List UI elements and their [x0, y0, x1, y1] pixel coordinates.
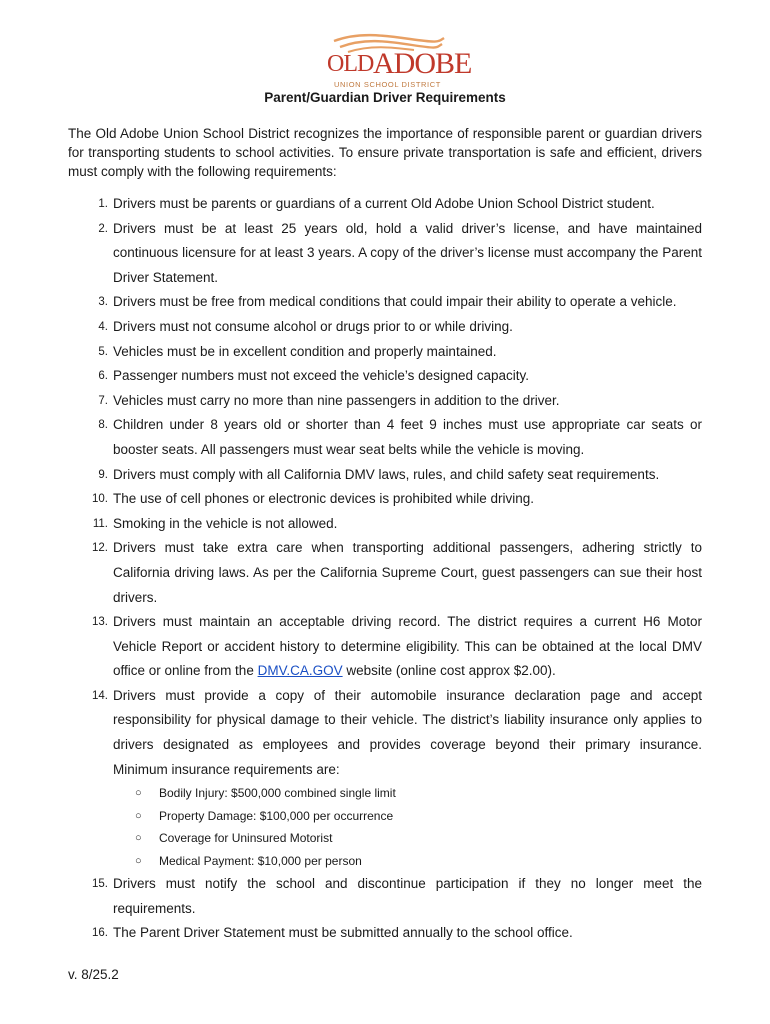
item-text: Drivers must be parents or guardians of a current Old Adobe Union School District student.: [113, 196, 655, 211]
list-item: [68, 921, 702, 946]
version-footer: v. 8/25.2: [68, 967, 119, 982]
item-number: 13.: [92, 616, 108, 629]
list-item: [68, 364, 702, 389]
item-number: 4.: [98, 320, 108, 333]
item-text: Drivers must not consume alcohol or drugs prior to or while driving.: [113, 318, 513, 334]
item-text: Drivers must comply with all California DMV laws, rules, and child safety seat requirements.: [113, 466, 660, 482]
item-number: 7.: [98, 394, 108, 407]
list-item: [68, 487, 702, 512]
logo-word-adobe: ADOBE: [373, 47, 472, 80]
list-item: [68, 192, 702, 217]
list-item: [68, 872, 702, 921]
list-item: [68, 684, 702, 872]
insurance-item-text: Medical Payment: $10,000 per person: [159, 853, 362, 868]
item-text: Drivers must take extra care when transporting additional passengers, adhering strictly to California driving laws. As per the California Supreme Court, guest passengers can sue their host drivers.: [113, 540, 702, 605]
insurance-requirements-list: [113, 782, 702, 872]
item-text: Drivers must provide a copy of their automobile insurance declaration page and accept responsibility for physical damage to their vehicle. The district’s liability insurance only applies to drivers designated as employees and provides coverage beyond their primary insurance. Minimum insurance requirements are:: [113, 687, 702, 777]
circle-bullet-icon: ○: [135, 832, 142, 845]
list-item: [68, 536, 702, 610]
insurance-item-text: Coverage for Uninsured Motorist: [159, 831, 333, 846]
list-item: [68, 463, 702, 488]
item-text: Smoking in the vehicle is not allowed.: [113, 515, 338, 531]
list-item: [68, 315, 702, 340]
requirements-list: [68, 192, 702, 946]
item-number: 15.: [92, 878, 108, 891]
item-number: 10.: [92, 493, 108, 506]
item-text: Vehicles must carry no more than nine passengers in addition to the driver.: [113, 392, 560, 408]
item-text: Drivers must be at least 25 years old, hold a valid driver’s license, and have maintained continuous licensure for at least 3 years. A copy of the driver’s license must accompany the Parent Driver Statement.: [113, 220, 702, 285]
insurance-item: [135, 850, 702, 873]
logo-word-old: OLD: [327, 51, 374, 77]
district-logo: [320, 32, 472, 92]
item-number: 3.: [98, 296, 108, 309]
insurance-item-text: Bodily Injury: $500,000 combined single limit: [159, 786, 396, 801]
item-text: Drivers must be free from medical conditions that could impair their ability to operate a vehicle.: [113, 294, 677, 310]
item-number: 9.: [98, 468, 108, 481]
item-number: 2.: [98, 222, 108, 235]
circle-bullet-icon: ○: [135, 787, 142, 800]
item-number: 12.: [92, 542, 108, 555]
insurance-item-text: Property Damage: $100,000 per occurrence: [159, 808, 394, 823]
item-text: website (online cost approx $2.00).: [342, 663, 556, 679]
item-text: Passenger numbers must not exceed the vehicle’s designed capacity.: [113, 368, 529, 384]
item-number: 8.: [98, 419, 108, 432]
item-text: The use of cell phones or electronic devices is prohibited while driving.: [113, 491, 534, 507]
list-item: [68, 512, 702, 537]
insurance-item: [135, 827, 702, 850]
item-text: Children under 8 years old or shorter than 4 feet 9 inches must use appropriate car seats or booster seats. All passengers must wear seat belts while the vehicle is moving.: [113, 417, 702, 457]
item-number: 5.: [98, 345, 108, 358]
circle-bullet-icon: ○: [135, 854, 142, 867]
dmv-website-link[interactable]: DMV.CA.GOV: [257, 663, 343, 679]
item-text: Drivers must maintain an acceptable driving record. The district requires a current H6 Motor Vehicle Report or accident history to determine eligibility. This can be obtained at the local DMV office or online from the: [113, 614, 702, 679]
list-item: [68, 413, 702, 462]
circle-bullet-icon: ○: [135, 809, 142, 822]
item-number: 16.: [92, 927, 108, 940]
intro-paragraph: The Old Adobe Union School District recognizes the importance of responsible parent or guardian drivers for transporting students to school activities. To ensure private transportation is safe and efficient, drivers must comply with the following requirements:: [68, 126, 702, 179]
insurance-item: [135, 805, 702, 828]
list-item: [68, 610, 702, 684]
item-text: The Parent Driver Statement must be submitted annually to the school office.: [113, 925, 573, 941]
list-item: [68, 340, 702, 365]
logo-subtitle: UNION SCHOOL DISTRICT: [334, 80, 441, 89]
insurance-item: [135, 782, 702, 805]
item-number: 6.: [98, 370, 108, 383]
item-text: Drivers must notify the school and discontinue participation if they no longer meet the requirements.: [113, 876, 702, 916]
list-item: [68, 389, 702, 414]
list-item: [68, 217, 702, 291]
list-item: [68, 290, 702, 315]
page-title: Parent/Guardian Driver Requirements: [264, 90, 506, 105]
item-text: Vehicles must be in excellent condition and properly maintained.: [113, 343, 497, 359]
item-number: 1.: [98, 198, 108, 210]
item-number: 11.: [92, 517, 108, 530]
item-number: 14.: [92, 689, 108, 702]
